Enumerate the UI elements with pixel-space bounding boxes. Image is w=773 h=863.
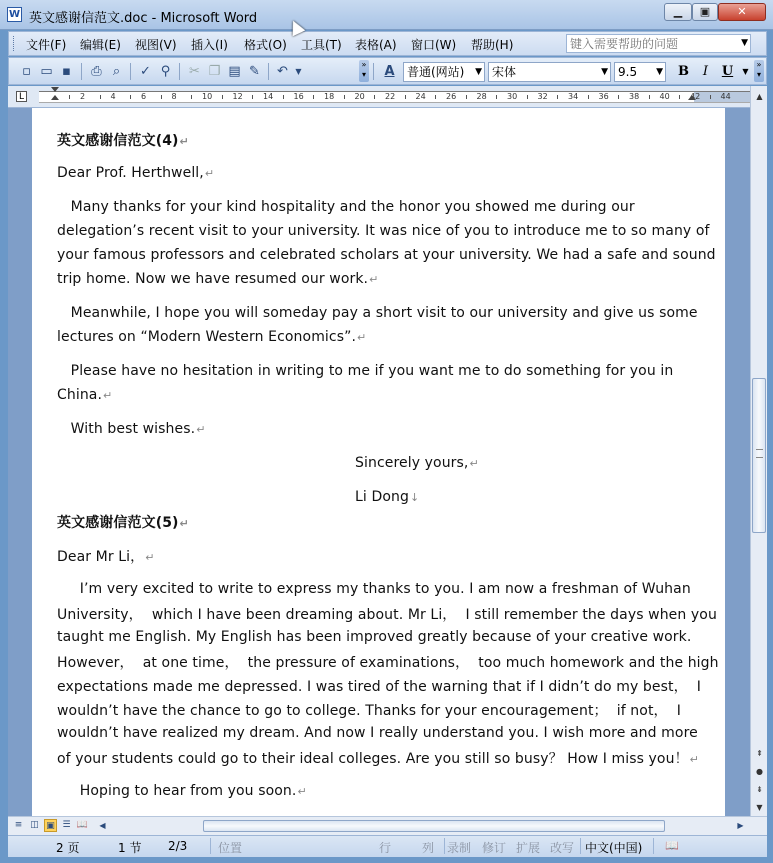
ruler-tick [435,95,436,99]
line-text: I’m very excited to write to express my thanks to you. I am now a freshman of Wuhan [57,581,691,597]
ruler-tick [496,95,497,99]
ruler-tick [588,95,589,99]
line-text: Hoping to hear from you soon. [57,783,297,799]
format-painter-icon[interactable]: ✎ [249,64,260,79]
minimize-icon: ▁ [673,5,683,18]
ruler-number: 30 [507,92,518,101]
toolbar-overflow-chevron-icon[interactable]: » ▾ [754,60,764,82]
paragraph-mark-icon: ↵ [297,785,307,798]
ruler-tick [557,95,558,99]
italic-button[interactable]: I [702,64,709,79]
document-heading[interactable] [57,130,189,150]
paragraph-mark-icon: ↵ [145,551,155,564]
ruler-number: 4 [110,92,116,101]
right-indent-marker-icon[interactable] [688,95,696,100]
ruler-number: 14 [263,92,274,101]
first-line-indent-marker-icon[interactable] [51,87,59,92]
menu-format[interactable]: 格式(O) [244,38,287,52]
status-divider [444,838,445,854]
close-button[interactable] [718,3,766,21]
status-divider [580,838,581,854]
paragraph-mark-icon: ↵ [179,517,189,530]
chevron-down-icon: ▼ [475,67,482,77]
underline-button[interactable]: U [721,64,734,79]
status-extend[interactable]: 扩展 [516,841,541,855]
document-line[interactable] [57,546,155,566]
document-line[interactable] [57,700,681,720]
status-language[interactable]: 中文(中国) [585,841,643,855]
status-divider [653,838,654,854]
toolbar-overflow-chevron-icon[interactable]: » ▾ [359,60,369,82]
status-record[interactable]: 录制 [447,841,472,855]
ruler-tick [649,95,650,99]
menu-bar [8,31,767,56]
save-icon[interactable]: ▪ [62,64,71,79]
toolbar [8,57,767,85]
paragraph-mark-icon: ↓ [409,491,420,504]
line-text: With best wishes. [57,421,196,437]
toolbar-separator [373,63,374,80]
paste-icon[interactable]: ▤ [228,64,241,79]
copy-icon[interactable]: ❐ [208,64,221,79]
line-text: University， which I have been dreaming about. Mr Li， I still remember the days when you [57,607,717,623]
document-line[interactable] [57,725,698,741]
document-page[interactable] [32,108,725,816]
menu-grip-icon[interactable] [13,36,17,51]
paragraph-mark-icon: ↵ [179,135,189,148]
ruler-number: 18 [324,92,335,101]
document-line[interactable] [57,199,635,215]
paragraph-mark-icon: ↵ [196,423,206,436]
line-text: Please have no hesitation in writing to me if you want me to do something for you in [57,363,674,379]
horizontal-scroll-thumb[interactable] [203,820,665,832]
menu-window[interactable]: 窗口(W) [411,38,457,52]
document-line[interactable] [57,223,710,239]
menu-insert[interactable]: 插入(I) [191,38,228,52]
ruler-number: 12 [232,92,243,101]
ruler-number: 24 [415,92,426,101]
spelling-check-icon[interactable]: ✓ [140,64,151,79]
ruler-tick [100,95,101,99]
document-line[interactable] [57,387,112,403]
font-size-value: 9.5 [618,65,638,79]
previous-page-icon[interactable]: ⇞ [756,749,763,758]
undo-dropdown-icon[interactable]: ▼ [295,67,302,76]
paragraph-mark-icon: ↵ [204,167,215,180]
toolbar-separator [268,63,269,80]
line-text: Li Dong [355,489,409,505]
ruler-tick [313,95,314,99]
status-divider [210,838,211,854]
select-browse-object-icon[interactable]: ● [756,767,763,776]
styles-pane-icon[interactable]: A [384,64,395,79]
ruler-number: 34 [568,92,579,101]
outline-view-icon[interactable]: ☰ [62,820,71,830]
window-title: 英文感谢信范文.doc - Microsoft Word [29,11,258,26]
line-text: wouldn’t have realized my dream. And now I really understand you. I wish more and more [57,725,698,741]
paragraph-mark-icon: ↵ [357,331,367,344]
line-text: China. [57,387,103,403]
menu-file[interactable]: 文件(F) [26,38,67,52]
ruler-number: 36 [598,92,609,101]
font-select[interactable] [488,62,611,82]
ruler-number: 6 [141,92,147,101]
tab-selector-icon[interactable]: L [16,91,27,102]
style-select-value: 普通(网站) [407,65,465,79]
document-line[interactable] [57,363,673,379]
ruler-tick [222,95,223,99]
ruler-tick [252,95,253,99]
menu-view[interactable]: 视图(V) [135,38,177,52]
toolbar-separator [179,63,180,80]
document-line[interactable] [57,165,214,181]
line-text: expectations made me depressed. I was tired of the warning that if I didn’t do my best， I [57,679,702,695]
line-text: trip home. Now we have resumed our work. [57,271,369,287]
print-layout-view-icon[interactable]: ▣ [44,819,57,832]
horizontal-bar [8,816,767,835]
line-text: taught me English. My English has been improved greatly because of your creative work. [57,629,692,645]
minimize-button[interactable] [664,3,692,21]
document-line[interactable] [57,748,699,768]
status-overtype[interactable]: 改写 [550,841,575,855]
research-icon[interactable]: ⚲ [160,64,171,79]
document-line[interactable] [57,783,307,799]
ruler-tick [283,95,284,99]
chevron-down-icon[interactable]: ▼ [741,38,748,48]
hanging-indent-marker-icon[interactable] [51,95,59,100]
ruler-tick [130,95,131,99]
underline-dropdown-icon[interactable]: ▼ [742,67,749,76]
print-preview-icon[interactable]: ⌕ [112,64,121,79]
line-text: Dear Mr Li， [57,549,145,565]
chevron-down-icon: ▼ [656,67,663,77]
ruler-number: 40 [659,92,670,101]
document-heading[interactable] [57,512,189,532]
style-select[interactable] [403,62,485,82]
ruler-number: 8 [171,92,177,101]
font-size-select[interactable] [614,62,666,82]
ruler-tick [191,95,192,99]
cut-icon[interactable]: ✂ [189,64,200,79]
line-text: 英文感谢信范文(4) [57,133,179,149]
paragraph-mark-icon: ↵ [369,273,379,286]
status-position: 位置 [218,841,243,855]
ruler-tick [618,95,619,99]
document-line[interactable] [57,629,691,645]
document-line[interactable] [57,271,378,287]
open-folder-icon[interactable]: ▭ [40,64,53,79]
ruler-number: 42 [690,92,701,101]
ruler-number: 2 [80,92,86,101]
ruler-tick [527,95,528,99]
normal-view-icon[interactable]: ≡ [14,820,23,830]
line-text: wouldn’t have the chance to go to college. Thanks for your encouragement； if not， I [57,703,681,719]
ruler-number: 16 [293,92,304,101]
status-page-of: 2/3 [168,839,188,853]
grip-icon [756,449,763,458]
line-text: However， at one time， the pressure of examinations， too much homework and the high [57,655,719,671]
scroll-right-icon[interactable]: ▶ [737,821,744,830]
scroll-left-icon[interactable]: ◀ [99,821,106,830]
document-line[interactable] [355,455,479,471]
status-line: 行 [379,841,392,855]
paragraph-mark-icon: ↵ [469,457,479,470]
undo-icon[interactable]: ↶ [277,64,288,79]
ruler-number: 28 [476,92,487,101]
ruler-number: 26 [446,92,457,101]
menu-edit[interactable]: 编辑(E) [80,38,121,52]
web-layout-view-icon[interactable]: ◫ [30,820,39,830]
document-line[interactable] [57,604,717,624]
status-page: 2 页 [56,841,80,855]
ruler-number: 38 [629,92,640,101]
line-text: Dear Prof. Herthwell, [57,165,204,181]
menu-table[interactable]: 表格(A) [355,38,397,52]
restore-icon: ▣ [699,5,711,18]
ruler-number: 32 [537,92,548,101]
close-icon: ✕ [737,5,747,18]
next-page-icon[interactable]: ⇟ [756,785,763,794]
font-select-value: 宋体 [492,65,517,79]
ruler-strip[interactable] [39,91,751,103]
ruler-tick [466,95,467,99]
ruler-tick [374,95,375,99]
ruler-tick [69,95,70,99]
status-track-changes[interactable]: 修订 [482,841,507,855]
line-text: 英文感谢信范文(5) [57,515,179,531]
print-icon[interactable]: ⎙ [91,64,102,79]
toolbar-separator [130,63,131,80]
help-search-box [566,34,751,53]
vertical-scroll-thumb[interactable] [752,378,766,533]
reading-layout-view-icon[interactable]: 📖 [76,820,89,830]
paragraph-mark-icon: ↵ [103,389,113,402]
ruler-tick [161,95,162,99]
scroll-up-icon[interactable]: ▲ [756,92,763,101]
line-text: Meanwhile, I hope you will someday pay a short visit to our university and give us some [57,305,698,321]
scroll-down-icon[interactable]: ▼ [756,803,763,812]
ruler-tick [679,95,680,99]
word-app-icon[interactable]: W [8,9,21,20]
help-search-input[interactable] [567,35,730,52]
document-line[interactable] [57,329,366,345]
ruler-number: 44 [720,92,731,101]
ruler-number: 20 [354,92,365,101]
line-text: lectures on “Modern Western Economics”. [57,329,357,345]
document-line[interactable] [57,676,701,696]
vertical-scrollbar[interactable] [750,86,767,816]
document-line[interactable] [57,305,698,321]
line-text: of your students could go to their ideal colleges. Are you still so busy？ How I miss you！ [57,751,689,767]
menu-help[interactable]: 帮助(H) [471,38,514,52]
line-text: your famous professors and celebrated scholars at your university. We had a safe and sound [57,247,716,263]
document-line[interactable] [355,489,419,505]
bold-button[interactable]: B [678,64,689,79]
paragraph-mark-icon: ↵ [689,753,699,766]
ruler-tick [405,95,406,99]
document-line[interactable] [57,247,716,263]
new-document-icon[interactable]: ▫ [22,64,31,79]
ruler-number: 22 [385,92,396,101]
status-column: 列 [422,841,435,855]
chevron-down-icon: ▼ [601,67,608,77]
line-text: Many thanks for your kind hospitality and the honor you showed me during our [57,199,635,215]
spelling-status-icon[interactable]: 📖 [665,839,679,852]
horizontal-scroll-track[interactable] [108,819,748,833]
toolbar-separator [81,63,82,80]
status-section: 1 节 [118,841,142,855]
ruler-number: 10 [202,92,213,101]
document-line[interactable] [57,581,691,597]
line-text: delegation’s recent visit to your university. It was nice of you to introduce me to so many of [57,223,710,239]
status-bar [8,835,767,857]
restore-button[interactable] [692,3,718,21]
ruler-tick [710,95,711,99]
horizontal-ruler [8,86,750,108]
document-line[interactable] [57,421,206,437]
document-line[interactable] [57,652,719,672]
title-bar [0,0,773,30]
menu-tools[interactable]: 工具(T) [301,38,342,52]
document-area [8,108,750,816]
line-text: Sincerely yours, [355,455,469,471]
ruler-tick [344,95,345,99]
